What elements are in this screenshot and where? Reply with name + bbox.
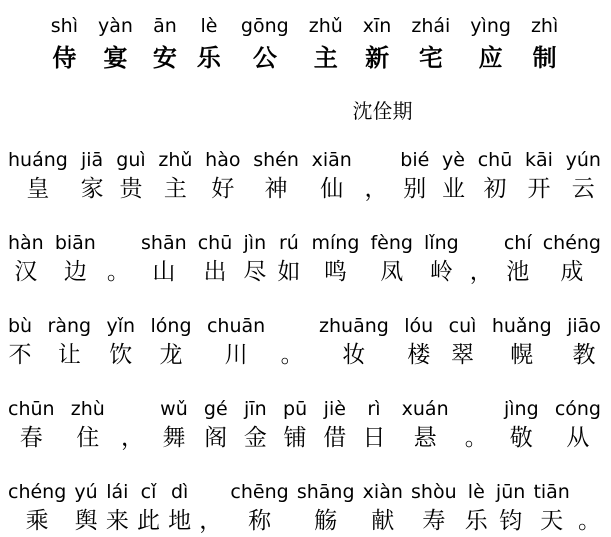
hanzi-text: 教 bbox=[572, 342, 596, 368]
hanzi-text: 敬 bbox=[509, 425, 533, 451]
punctuation-cell bbox=[578, 480, 601, 536]
pinyin-text: biān bbox=[54, 232, 96, 254]
pinyin-text: fèng bbox=[370, 232, 413, 254]
hanzi-text: 仙 bbox=[320, 176, 344, 202]
hanzi-text: 公 bbox=[252, 44, 277, 72]
hanzi-text: 应 bbox=[478, 44, 503, 72]
hanzi-text: 宴 bbox=[103, 44, 128, 72]
hanzi-text: 皇 bbox=[26, 176, 50, 202]
hanzi-text: ， bbox=[199, 508, 223, 534]
pinyin-text: zhǔ bbox=[158, 149, 193, 171]
syllable-cell bbox=[442, 148, 465, 204]
hanzi-text: 成 bbox=[560, 259, 584, 285]
syllable-cell bbox=[297, 480, 355, 536]
pinyin-text: pū bbox=[283, 398, 308, 420]
pinyin-text: chū bbox=[477, 149, 513, 171]
hanzi-text: 神 bbox=[264, 176, 288, 202]
syllable-cell bbox=[168, 480, 191, 536]
syllable-cell bbox=[492, 314, 552, 370]
syllable-cell bbox=[277, 231, 300, 287]
hanzi-text: 来 bbox=[105, 508, 129, 534]
hanzi-text: 幌 bbox=[510, 342, 534, 368]
syllable-cell bbox=[107, 314, 136, 370]
syllable-cell bbox=[241, 14, 289, 74]
hanzi-text: 从 bbox=[566, 425, 590, 451]
hanzi-text: 饮 bbox=[109, 342, 133, 368]
hanzi-text: 新 bbox=[365, 44, 390, 72]
pinyin-text: chí bbox=[503, 232, 532, 254]
syllable-cell bbox=[319, 314, 389, 370]
hanzi-text: 侍 bbox=[52, 44, 77, 72]
syllable-cell bbox=[370, 231, 412, 287]
hanzi-text: 住 bbox=[76, 425, 100, 451]
pinyin-text: jiāo bbox=[567, 315, 601, 337]
syllable-cell bbox=[48, 314, 92, 370]
pinyin-text: yú bbox=[74, 481, 98, 503]
syllable-cell bbox=[525, 148, 553, 204]
pinyin-text: yǐn bbox=[106, 315, 136, 337]
pinyin-text: shén bbox=[253, 149, 299, 171]
pinyin-text: bié bbox=[400, 149, 430, 171]
pinyin-text: zhái bbox=[411, 15, 451, 37]
hanzi-text: 凤 bbox=[380, 259, 404, 285]
syllable-cell bbox=[8, 480, 66, 536]
poem-title bbox=[8, 14, 601, 74]
hanzi-text: 出 bbox=[203, 259, 227, 285]
pinyin-text: jūn bbox=[495, 481, 526, 503]
pinyin-text bbox=[115, 231, 121, 255]
punctuation-cell bbox=[107, 231, 130, 287]
hanzi-text: 让 bbox=[57, 342, 81, 368]
syllable-cell bbox=[204, 397, 228, 453]
hanzi-text: 。 bbox=[106, 259, 130, 285]
syllable-cell bbox=[106, 480, 129, 536]
hanzi-text: 阁 bbox=[204, 425, 228, 451]
punctuation-cell bbox=[365, 148, 388, 204]
syllable-cell bbox=[51, 14, 78, 74]
pinyin-text: chuān bbox=[206, 315, 266, 337]
pinyin-text: míng bbox=[311, 232, 360, 254]
pinyin-text bbox=[129, 397, 135, 421]
syllable-cell bbox=[207, 314, 265, 370]
pinyin-text: cóng bbox=[554, 398, 601, 420]
syllable-cell bbox=[504, 231, 532, 287]
hanzi-text: 不 bbox=[8, 342, 32, 368]
pinyin-text: ràng bbox=[47, 315, 92, 337]
syllable-cell bbox=[496, 480, 525, 536]
pinyin-text: zhuāng bbox=[319, 315, 389, 337]
syllable-cell bbox=[141, 231, 187, 287]
syllable-cell bbox=[424, 231, 459, 287]
pinyin-text bbox=[586, 480, 592, 504]
hanzi-text: 鸣 bbox=[323, 259, 347, 285]
pinyin-text: lè bbox=[200, 15, 218, 37]
syllable-cell bbox=[566, 148, 601, 204]
syllable-cell bbox=[402, 397, 449, 453]
syllable-cell bbox=[244, 397, 267, 453]
syllable-cell bbox=[504, 397, 539, 453]
syllable-cell bbox=[8, 231, 44, 287]
hanzi-text: 楼 bbox=[407, 342, 431, 368]
syllable-cell bbox=[55, 231, 96, 287]
pinyin-text: yún bbox=[565, 149, 601, 171]
syllable-cell bbox=[363, 480, 403, 536]
punctuation-cell bbox=[470, 231, 493, 287]
hanzi-text: 乘 bbox=[25, 508, 49, 534]
pinyin-text: chéng bbox=[8, 481, 67, 503]
punctuation-cell bbox=[199, 480, 222, 536]
poem-line-1 bbox=[8, 148, 601, 204]
pinyin-text bbox=[208, 480, 214, 504]
hanzi-text: 池 bbox=[506, 259, 530, 285]
pinyin-text: yìng bbox=[470, 15, 511, 37]
syllable-cell bbox=[98, 14, 133, 74]
syllable-cell bbox=[531, 14, 558, 74]
hanzi-text: 寿 bbox=[422, 508, 446, 534]
hanzi-text: 制 bbox=[532, 44, 557, 72]
pinyin-text: xuán bbox=[401, 398, 449, 420]
poem-line-5 bbox=[8, 480, 601, 536]
syllable-cell bbox=[8, 397, 55, 453]
pinyin-text: jiè bbox=[323, 398, 346, 420]
hanzi-text: 龙 bbox=[159, 342, 183, 368]
pinyin-text: shāng bbox=[296, 481, 355, 503]
pinyin-text: wǔ bbox=[160, 398, 188, 420]
syllable-cell bbox=[283, 397, 307, 453]
hanzi-text: 钧 bbox=[499, 508, 523, 534]
hanzi-text: 地 bbox=[168, 508, 192, 534]
syllable-cell bbox=[411, 480, 457, 536]
pinyin-text: xīn bbox=[362, 15, 392, 37]
pinyin-text: tiān bbox=[533, 481, 570, 503]
hanzi-text: 岭 bbox=[429, 259, 453, 285]
pinyin-text: gōng bbox=[240, 15, 289, 37]
hanzi-text: 觞 bbox=[314, 508, 338, 534]
pinyin-text bbox=[289, 314, 295, 338]
pinyin-text: dì bbox=[170, 481, 189, 503]
syllable-cell bbox=[478, 148, 513, 204]
hanzi-text: 。 bbox=[578, 508, 601, 534]
pinyin-text: cǐ bbox=[140, 481, 157, 503]
syllable-cell bbox=[8, 148, 68, 204]
syllable-cell bbox=[151, 314, 192, 370]
pinyin-text: shān bbox=[141, 232, 187, 254]
syllable-cell bbox=[362, 397, 385, 453]
poem-line-2 bbox=[8, 231, 601, 287]
hanzi-text: 云 bbox=[571, 176, 595, 202]
pinyin-text: yàn bbox=[97, 15, 133, 37]
syllable-cell bbox=[253, 148, 299, 204]
syllable-cell bbox=[243, 231, 266, 287]
pinyin-text: jìng bbox=[503, 398, 539, 420]
pinyin-text: hàn bbox=[8, 232, 44, 254]
hanzi-text: 日 bbox=[362, 425, 386, 451]
pinyin-text: zhì bbox=[530, 15, 559, 37]
punctuation-cell bbox=[465, 397, 488, 453]
pinyin-text: kāi bbox=[524, 149, 553, 171]
pinyin-text: yè bbox=[442, 149, 465, 171]
pinyin-text: ān bbox=[153, 15, 177, 37]
syllable-cell bbox=[230, 480, 288, 536]
hanzi-text: 悬 bbox=[413, 425, 437, 451]
hanzi-text: 翠 bbox=[451, 342, 475, 368]
hanzi-text: 铺 bbox=[283, 425, 307, 451]
pinyin-text: bù bbox=[8, 315, 33, 337]
syllable-cell bbox=[153, 14, 177, 74]
pinyin-text: gé bbox=[203, 398, 228, 420]
syllable-cell bbox=[8, 314, 32, 370]
pinyin-text: rú bbox=[278, 232, 299, 254]
pinyin-text: chūn bbox=[8, 398, 55, 420]
hanzi-text: 汉 bbox=[14, 259, 38, 285]
hanzi-text: 贵 bbox=[119, 176, 143, 202]
hanzi-text: 初 bbox=[483, 176, 507, 202]
syllable-cell bbox=[311, 231, 359, 287]
hanzi-text: 舞 bbox=[162, 425, 186, 451]
pinyin-text bbox=[478, 231, 484, 255]
hanzi-text: 家 bbox=[80, 176, 104, 202]
pinyin-text: chēng bbox=[230, 481, 289, 503]
syllable-cell bbox=[567, 314, 601, 370]
author-row bbox=[8, 98, 601, 124]
hanzi-text: 业 bbox=[442, 176, 466, 202]
pinyin-text: zhǔ bbox=[308, 15, 343, 37]
pinyin-text bbox=[373, 148, 379, 172]
syllable-cell bbox=[323, 397, 346, 453]
hanzi-text: 舆 bbox=[74, 508, 98, 534]
syllable-cell bbox=[309, 14, 343, 74]
pinyin-text: lǐng bbox=[424, 232, 459, 254]
hanzi-text: 称 bbox=[248, 508, 272, 534]
syllable-cell bbox=[400, 148, 429, 204]
hanzi-text: 尽 bbox=[243, 259, 267, 285]
syllable-cell bbox=[71, 397, 105, 453]
pinyin-text: jiā bbox=[80, 149, 104, 171]
syllable-cell bbox=[158, 148, 192, 204]
hanzi-text: 此 bbox=[137, 508, 160, 534]
pinyin-text: jīn bbox=[244, 398, 267, 420]
syllable-cell bbox=[116, 148, 145, 204]
pinyin-text: lóu bbox=[404, 315, 434, 337]
hanzi-text: 春 bbox=[19, 425, 43, 451]
pinyin-text: rì bbox=[367, 398, 381, 420]
hanzi-text: ， bbox=[120, 425, 144, 451]
pinyin-text: shì bbox=[50, 15, 78, 37]
hanzi-text: 主 bbox=[313, 44, 338, 72]
hanzi-text: 天 bbox=[540, 508, 564, 534]
hanzi-text: 山 bbox=[152, 259, 176, 285]
hanzi-text: 借 bbox=[323, 425, 347, 451]
syllable-cell bbox=[205, 148, 240, 204]
pinyin-text: chéng bbox=[542, 232, 601, 254]
syllable-cell bbox=[470, 14, 511, 74]
punctuation-cell bbox=[281, 314, 304, 370]
pinyin-text: hào bbox=[205, 149, 241, 171]
hanzi-text: 安 bbox=[152, 44, 177, 72]
syllable-cell bbox=[533, 480, 569, 536]
pinyin-text: huáng bbox=[8, 149, 68, 171]
hanzi-text: 主 bbox=[163, 176, 187, 202]
syllable-cell bbox=[312, 148, 352, 204]
syllable-cell bbox=[74, 480, 97, 536]
syllable-cell bbox=[404, 314, 433, 370]
syllable-cell bbox=[198, 231, 233, 287]
pinyin-text: huǎng bbox=[491, 315, 552, 337]
pinyin-text: jìn bbox=[243, 232, 267, 254]
pinyin-text: xiān bbox=[311, 149, 352, 171]
pinyin-text: chū bbox=[197, 232, 233, 254]
hanzi-text: 金 bbox=[243, 425, 267, 451]
pinyin-text: guì bbox=[116, 149, 146, 171]
hanzi-text: 别 bbox=[403, 176, 427, 202]
syllable-cell bbox=[411, 14, 450, 74]
hanzi-text: 好 bbox=[211, 176, 235, 202]
hanzi-text: 乐 bbox=[464, 508, 488, 534]
pinyin-text: lè bbox=[467, 481, 485, 503]
syllable-cell bbox=[160, 397, 188, 453]
syllable-cell bbox=[449, 314, 477, 370]
syllable-cell bbox=[81, 148, 104, 204]
hanzi-text: 妆 bbox=[342, 342, 366, 368]
syllable-cell bbox=[555, 397, 601, 453]
hanzi-text: 边 bbox=[63, 259, 87, 285]
hanzi-text: 。 bbox=[464, 425, 488, 451]
syllable-cell bbox=[543, 231, 601, 287]
hanzi-text: 宅 bbox=[418, 44, 443, 72]
hanzi-text: 献 bbox=[371, 508, 395, 534]
hanzi-text: 开 bbox=[527, 176, 551, 202]
syllable-cell bbox=[363, 14, 392, 74]
syllable-cell bbox=[465, 480, 488, 536]
pinyin-text: xiàn bbox=[362, 481, 403, 503]
hanzi-text: ， bbox=[364, 176, 388, 202]
poem-line-3 bbox=[8, 314, 601, 370]
pinyin-text: shòu bbox=[411, 481, 457, 503]
syllable-cell bbox=[137, 480, 160, 536]
syllable-cell bbox=[197, 14, 221, 74]
pinyin-text: lái bbox=[106, 481, 129, 503]
hanzi-text: 乐 bbox=[196, 44, 221, 72]
pinyin-text: zhù bbox=[70, 398, 105, 420]
pinyin-text bbox=[473, 397, 479, 421]
hanzi-text: 川 bbox=[224, 342, 248, 368]
pinyin-text: lóng bbox=[150, 315, 192, 337]
punctuation-cell bbox=[121, 397, 144, 453]
hanzi-text: 如 bbox=[277, 259, 301, 285]
author-name: 沈佺期 bbox=[352, 99, 413, 123]
hanzi-text: ， bbox=[469, 259, 493, 285]
poem-line-4 bbox=[8, 397, 601, 453]
pinyin-text: cuì bbox=[448, 315, 477, 337]
hanzi-text: 。 bbox=[280, 342, 304, 368]
